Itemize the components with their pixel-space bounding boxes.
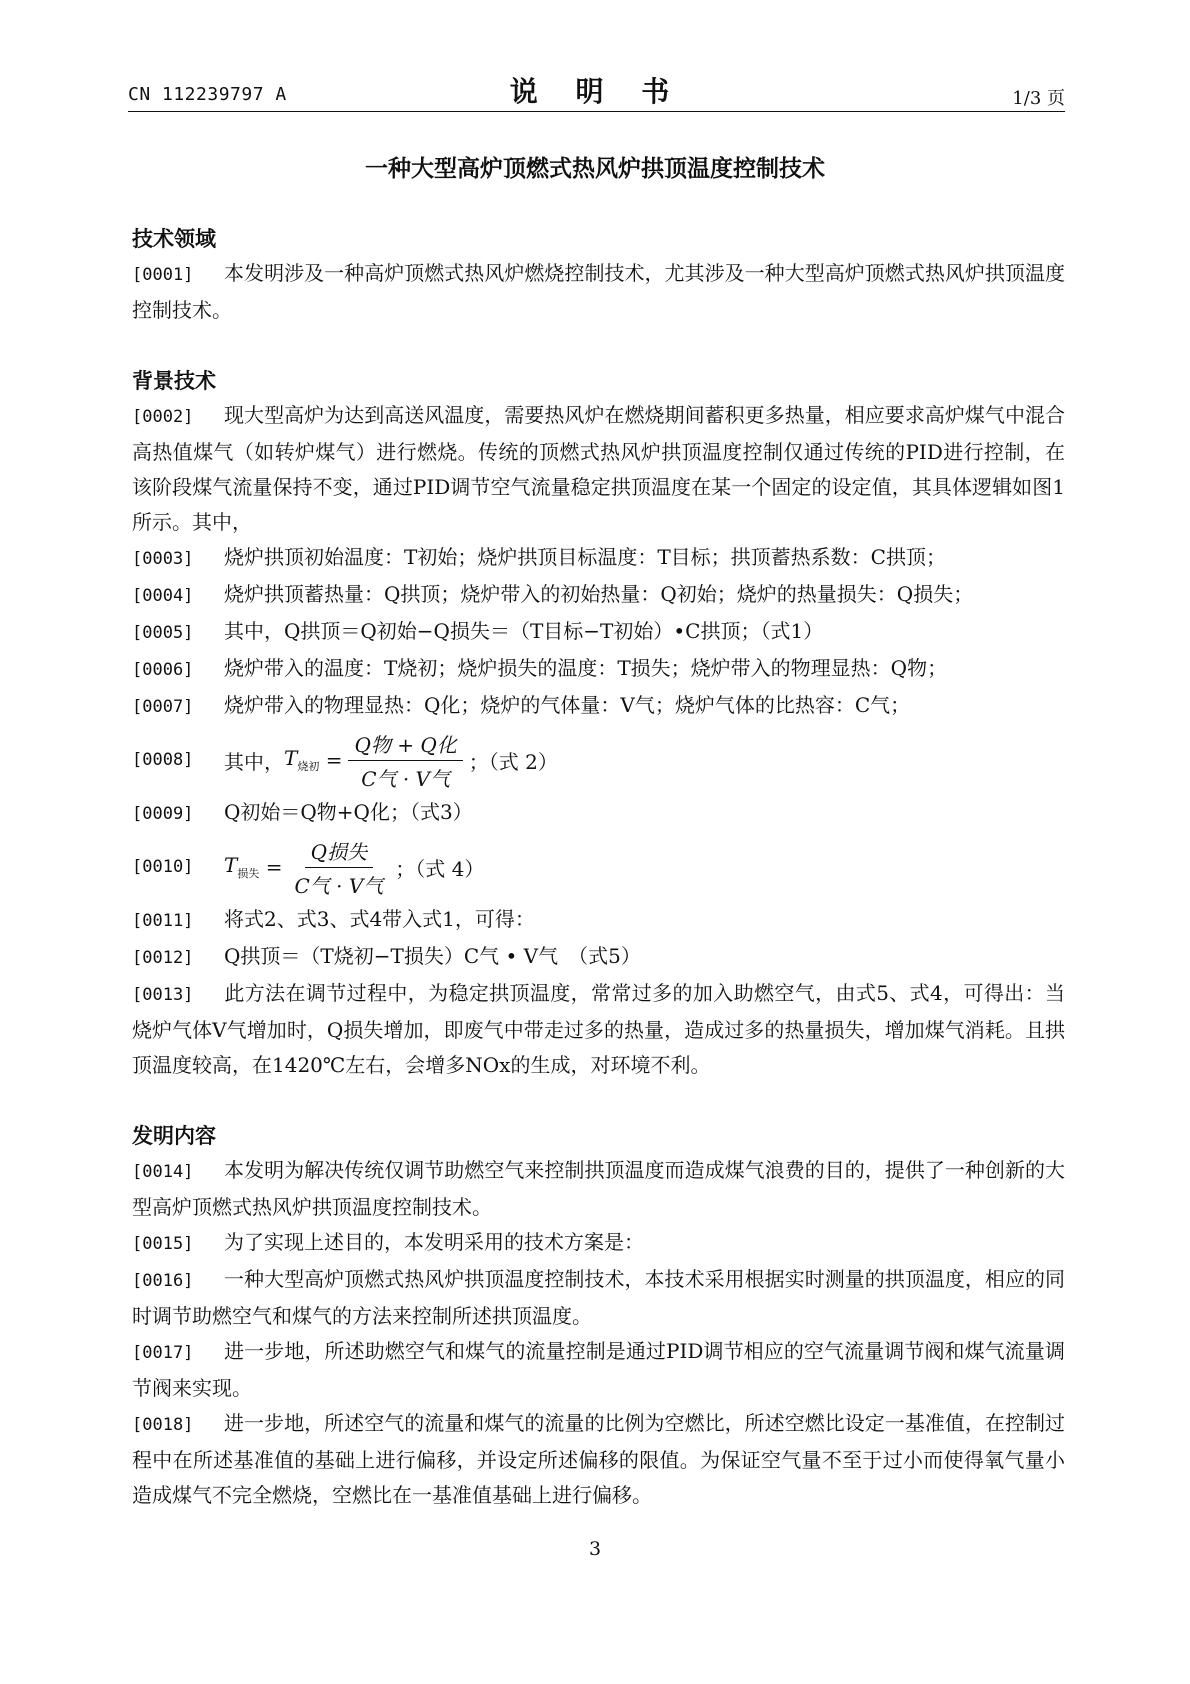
paragraph-text: 烧炉带入的温度：T烧初；烧炉损失的温度：T损失；烧炉带入的物理显热：Q物；: [224, 656, 948, 680]
paragraph-0008: [132, 725, 1065, 795]
paragraph-0010: [132, 832, 1065, 902]
formula-suffix: ；（式 2）: [468, 749, 558, 774]
formula-prefix: 其中，: [224, 749, 284, 774]
equals-sign: =: [319, 748, 343, 772]
patent-number: CN 112239797 A: [128, 84, 287, 105]
paragraph-number: [0004]: [132, 586, 194, 606]
document-type: 说 明 书: [509, 75, 684, 108]
paragraph-number: [0011]: [132, 911, 194, 931]
paragraph-number: [0003]: [132, 549, 194, 569]
paragraph-text: 烧炉带入的物理显热：Q化；烧炉的气体量：V气；烧炉气体的比热容：C气；: [224, 693, 911, 717]
paragraph-number: [0002]: [132, 407, 194, 427]
paragraph-text: 进一步地，所述空气的流量和煤气的流量的比例为空燃比，所述空燃比设定一基准值，在控制过程中在所述基准值的基础上进行偏移，并设定所述偏移的限值。为保证空气量不至于过小而使得氧气量小造成煤气不完全燃烧，空燃比在一基准值基础上进行偏移。: [132, 1411, 1065, 1507]
paragraph-text: 现大型高炉为达到高送风温度，需要热风炉在燃烧期间蓄积更多热量，相应要求高炉煤气中混合高热值煤气（如转炉煤气）进行燃烧。传统的顶燃式热风炉拱顶温度控制仅通过传统的PID进行控制，在该阶段煤气流量保持不变，通过PID调节空气流量稳定拱顶温度在某一个固定的设定值，其具体逻辑如图1所示。其中，: [132, 403, 1065, 534]
paragraph-text: 将式2、式3、式4带入式1，可得：: [224, 907, 535, 931]
document-body: [132, 222, 1065, 1513]
paragraph-0014: [132, 1153, 1065, 1225]
paragraph-number: [0015]: [132, 1234, 194, 1254]
paragraph-number: [0006]: [132, 660, 194, 680]
header-divider: [128, 111, 1065, 112]
page-header: [128, 75, 1065, 112]
paragraph-number: [0016]: [132, 1271, 194, 1291]
paragraph-0012: [132, 939, 1065, 976]
paragraph-number: [0007]: [132, 697, 194, 717]
section-heading-tech-field: 技术领域: [132, 227, 216, 251]
paragraph-text: 烧炉拱顶蓄热量：Q拱顶；烧炉带入的初始热量：Q初始；烧炉的热量损失：Q损失；: [224, 582, 974, 606]
paragraph-number: [0014]: [132, 1162, 194, 1182]
formula-suffix: ；（式 4）: [395, 856, 485, 881]
paragraph-0005: [132, 614, 1065, 651]
paragraph-text: 本发明为解决传统仅调节助燃空气来控制拱顶温度而造成煤气浪费的目的，提供了一种创新的大型高炉顶燃式热风炉拱顶温度控制技术。: [132, 1158, 1065, 1219]
paragraph-text: Q拱顶＝（T烧初−T损失）C气 • V气 （式5）: [224, 944, 641, 968]
formula-lhs: $T_{损失}$: [224, 853, 260, 880]
paragraph-0011: [132, 902, 1065, 939]
fraction-denominator: C气 · V气: [294, 873, 384, 898]
section-heading-invention: 发明内容: [132, 1124, 216, 1148]
paragraph-text: 为了实现上述目的，本发明采用的技术方案是：: [224, 1230, 644, 1254]
paragraph-0009: [132, 795, 1065, 832]
paragraph-text: 一种大型高炉顶燃式热风炉拱顶温度控制技术，本技术采用根据实时测量的拱顶温度，相应的同时调节助燃空气和煤气的方法来控制所述拱顶温度。: [132, 1267, 1065, 1328]
paragraph-number: [0001]: [132, 265, 194, 285]
paragraph-number: [0010]: [132, 857, 194, 877]
paragraph-0013: [132, 976, 1065, 1083]
page-number: 3: [588, 1538, 602, 1560]
paragraph-0006: [132, 651, 1065, 688]
paragraph-number: [0017]: [132, 1343, 194, 1363]
paragraph-0007: [132, 688, 1065, 725]
paragraph-0002: [132, 398, 1065, 540]
paragraph-number: [0005]: [132, 623, 194, 643]
paragraph-text: 本发明涉及一种高炉顶燃式热风炉燃烧控制技术，尤其涉及一种大型高炉顶燃式热风炉拱顶温度控制技术。: [132, 261, 1065, 322]
paragraph-0015: [132, 1225, 1065, 1262]
paragraph-number: [0009]: [132, 804, 194, 824]
paragraph-0001: [132, 256, 1065, 328]
paragraph-text: 其中，Q拱顶＝Q初始−Q损失＝（T目标−T初始）•C拱顶；（式1）: [224, 619, 824, 643]
paragraph-number: [0012]: [132, 948, 194, 968]
fraction-numerator: Q物 + Q化: [348, 729, 462, 761]
paragraph-text: 烧炉拱顶初始温度：T初始；烧炉拱顶目标温度：T目标；拱顶蓄热系数：C拱顶；: [224, 545, 946, 569]
fraction-numerator: Q损失: [305, 836, 373, 868]
formula-fraction: [288, 836, 389, 899]
paragraph-number: [0013]: [132, 985, 194, 1005]
paragraph-0018: [132, 1406, 1065, 1513]
paragraph-text: Q初始＝Q物+Q化；（式3）: [224, 800, 473, 824]
paragraph-0003: [132, 540, 1065, 577]
paragraph-text: 进一步地，所述助燃空气和煤气的流量控制是通过PID调节相应的空气流量调节阀和煤气流量调节阀来实现。: [132, 1339, 1065, 1400]
paragraph-0017: [132, 1334, 1065, 1406]
paragraph-number: [0018]: [132, 1415, 194, 1435]
paragraph-0016: [132, 1262, 1065, 1334]
paragraph-0004: [132, 577, 1065, 614]
document-title: 一种大型高炉顶燃式热风炉拱顶温度控制技术: [365, 156, 825, 182]
section-heading-background: 背景技术: [132, 369, 216, 393]
formula-lhs: $T_{烧初}$: [284, 746, 320, 773]
equals-sign: =: [259, 855, 283, 879]
paragraph-text: 此方法在调节过程中，为稳定拱顶温度，常常过多的加入助燃空气，由式5、式4，可得出：当烧炉气体V气增加时，Q损失增加，即废气中带走过多的热量，造成过多的热量损失，增加煤气消耗。且拱顶温度较高，在1420℃左右，会增多NOx的生成，对环境不利。: [132, 981, 1065, 1077]
fraction-denominator: C气 · V气: [361, 766, 451, 791]
page-indicator: 1/3 页: [1012, 88, 1065, 109]
paragraph-number: [0008]: [132, 750, 194, 770]
formula-fraction: [348, 729, 462, 792]
